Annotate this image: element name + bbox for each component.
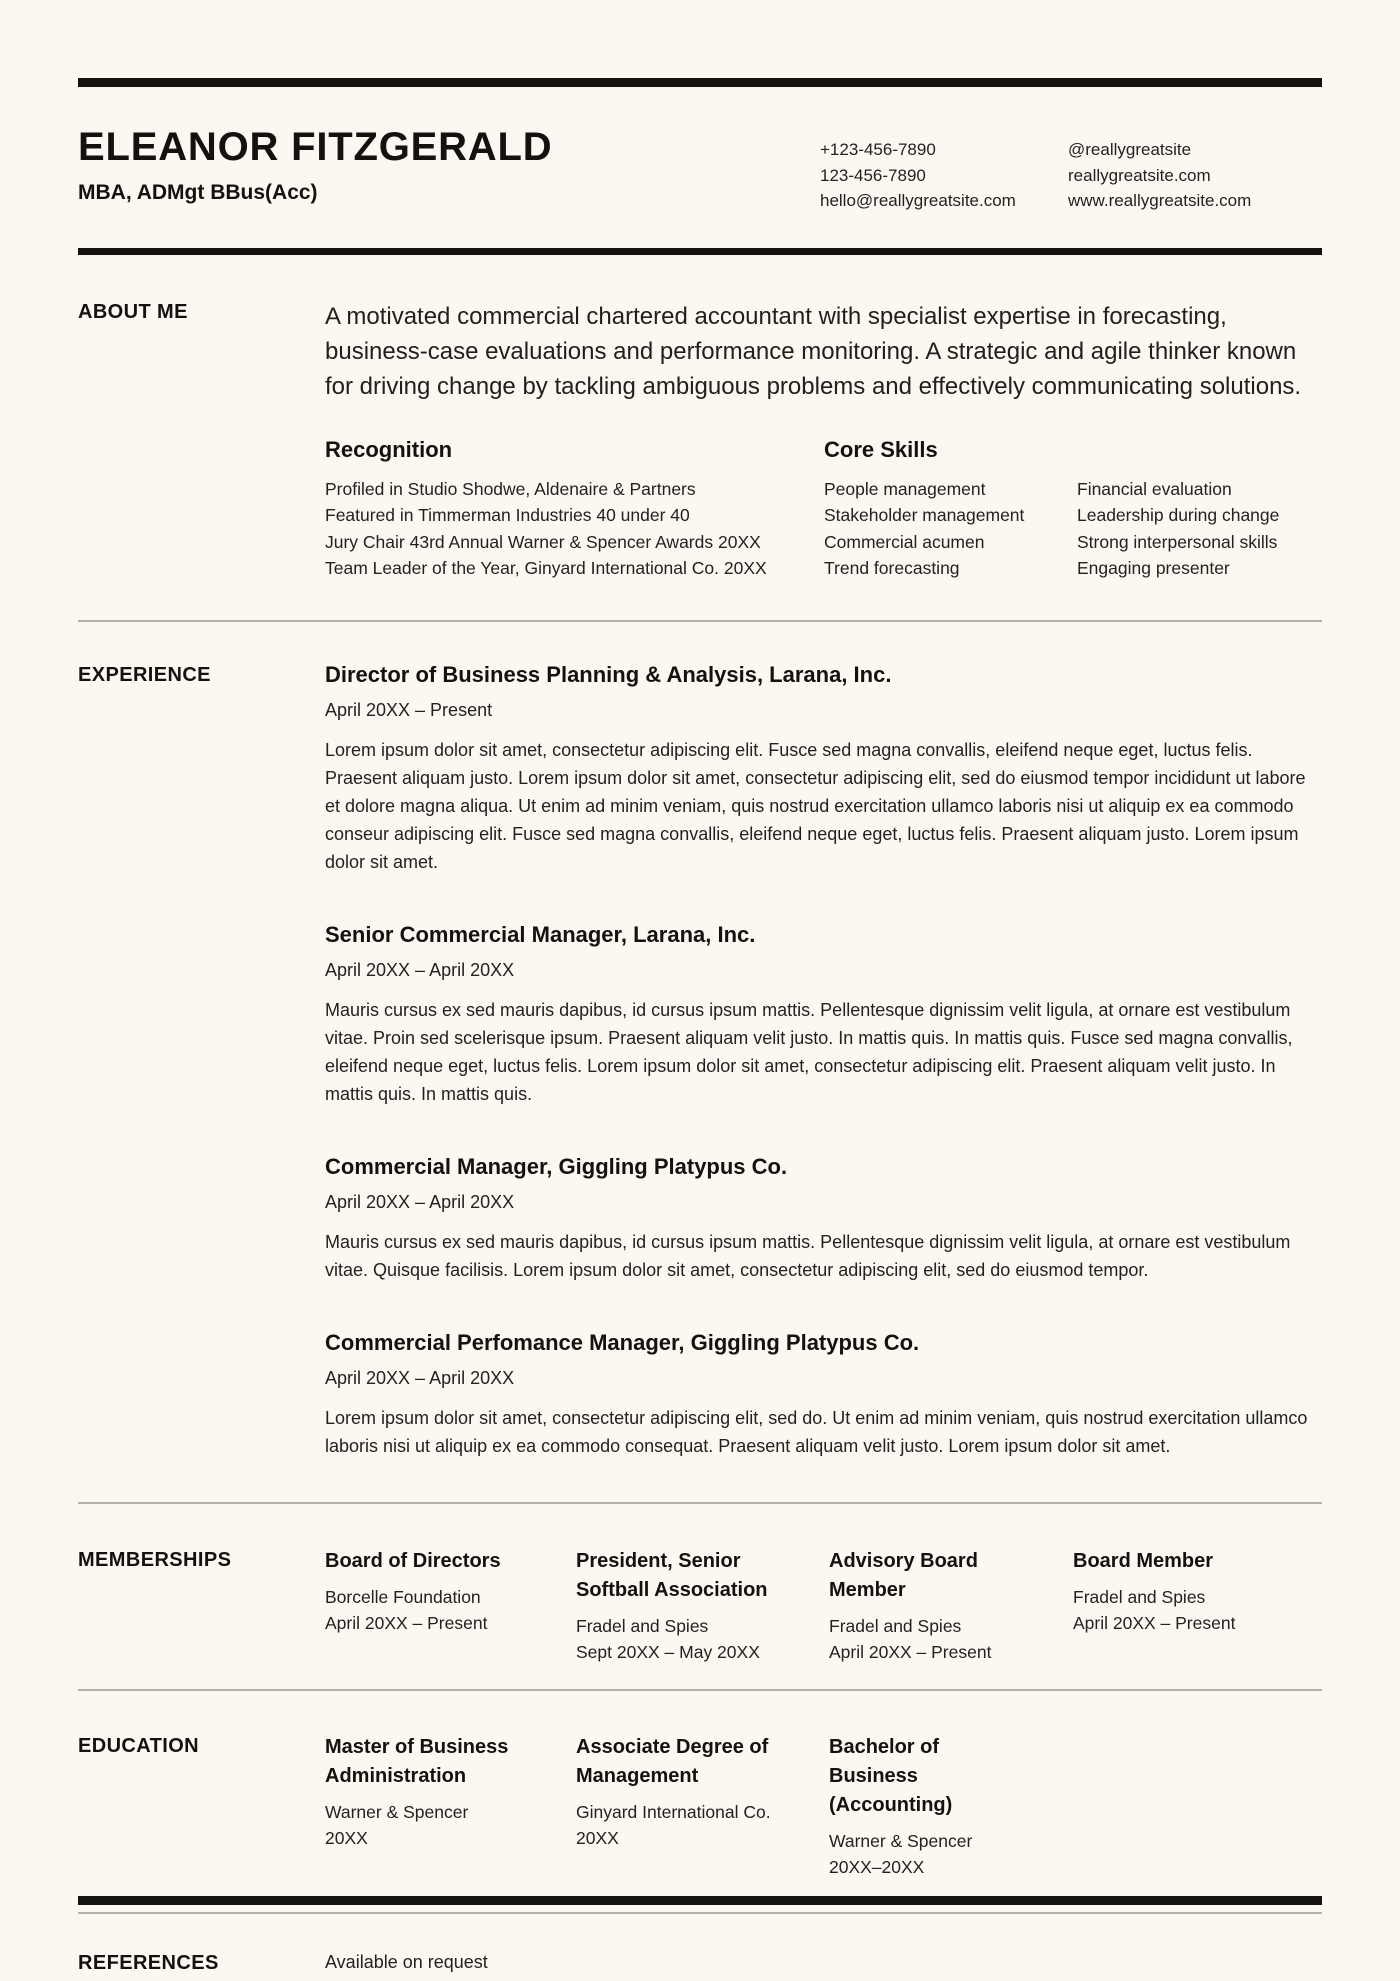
social-handle: @reallygreatsite: [1068, 140, 1192, 159]
core-skills-title: Core Skills: [824, 436, 938, 462]
job-description: Lorem ipsum dolor sit amet, consectetur adipiscing elit. Fusce sed magna convallis, eleifend neque eget, luctus felis. Praesent aliquam justo. Lorem ipsum dolor sit amet, consectetur adipiscing elit, sed do eiusmod tempor incididunt ut labore et dolore magna aliqua. Ut enim ad minim veniam, quis nostrud exercitation ullamco laboris nisi ut aliquip ex ea commodo conseur adipiscing elit. Fusce sed magna convallis, eleifend neque eget, luctus felis. Praesent aliquam justo. Lorem ipsum dolor sit amet.: [325, 739, 1306, 872]
header: [78, 127, 1322, 214]
job-title: Commercial Perfomance Manager, Giggling Platypus Co.: [325, 1329, 920, 1355]
section-divider: [78, 1502, 1322, 1504]
about-section: [78, 299, 1322, 582]
recognition-block: [325, 437, 824, 582]
core-skills-block: [824, 437, 1322, 582]
education-school: Warner & Spencer: [325, 1801, 469, 1822]
education-entry: [576, 1733, 829, 1880]
membership-dates: Sept 20XX – May 20XX: [576, 1641, 760, 1662]
skill-item: Strong interpersonal skills: [1077, 531, 1278, 552]
identity-block: [78, 127, 552, 205]
memberships-label: MEMBERSHIPS: [78, 1548, 232, 1571]
membership-role: President, Senior Softball Association: [576, 1549, 768, 1601]
about-label: ABOUT ME: [78, 300, 188, 323]
about-content: [325, 299, 1322, 582]
job-entry: [325, 922, 1322, 1108]
references-note: Available on request: [325, 1951, 488, 1972]
membership-org: Fradel and Spies: [1073, 1586, 1206, 1607]
email-address: hello@reallygreatsite.com: [820, 191, 1016, 210]
membership-entry: [325, 1547, 576, 1665]
skill-item: Engaging presenter: [1077, 558, 1230, 578]
header-rule-bar: [78, 248, 1322, 255]
job-title: Commercial Manager, Giggling Platypus Co.: [325, 1153, 788, 1179]
education-degree: Bachelor of Business (Accounting): [829, 1735, 953, 1816]
recognition-title: Recognition: [325, 436, 453, 462]
membership-role: Board Member: [1073, 1549, 1214, 1572]
references-label: REFERENCES: [78, 1951, 219, 1974]
education-degree: Associate Degree of Management: [576, 1735, 769, 1787]
job-dates: April 20XX – Present: [325, 699, 493, 720]
recognition-item: Featured in Timmerman Industries 40 under 40: [325, 505, 690, 525]
job-description: Mauris cursus ex sed mauris dapibus, id cursus ipsum mattis. Pellentesque dignissim velit ligula, at ornare est vestibulum vitae. Proin sed scelerisque ipsum. Praesent aliquam velit justo. In mattis quis. In mattis quis. Fusce sed magna convallis, eleifend neque eget, luctus felis. Lorem ipsum dolor sit amet, consectetur adipiscing elit. Praesent aliquam velit justo. In mattis quis. In mattis quis.: [325, 999, 1293, 1104]
education-dates: 20XX–20XX: [829, 1856, 925, 1877]
skill-item: Trend forecasting: [824, 558, 960, 578]
membership-org: Fradel and Spies: [576, 1615, 709, 1636]
contact-column-phone-email: [820, 137, 1068, 214]
about-subsections: [325, 437, 1322, 582]
education-degree: Master of Business Administration: [325, 1735, 509, 1787]
membership-dates: April 20XX – Present: [829, 1641, 992, 1662]
bottom-rule-bar: [78, 1896, 1322, 1905]
skill-item: Commercial acumen: [824, 531, 985, 552]
credentials: MBA, ADMgt BBus(Acc): [78, 181, 318, 204]
membership-org: Fradel and Spies: [829, 1615, 962, 1636]
education-dates: 20XX: [576, 1827, 619, 1848]
phone-secondary: 123-456-7890: [820, 165, 926, 185]
membership-entry: [1073, 1547, 1322, 1665]
skill-item: Financial evaluation: [1077, 478, 1232, 499]
job-description: Mauris cursus ex sed mauris dapibus, id cursus ipsum mattis. Pellentesque dignissim velit ligula, at ornare est vestibulum vitae. Quisque facilisis. Lorem ipsum dolor sit amet, consectetur adipiscing elit, sed do eiusmod tempor.: [325, 1231, 1291, 1280]
skill-item: People management: [824, 478, 986, 499]
job-description: Lorem ipsum dolor sit amet, consectetur adipiscing elit, sed do. Ut enim ad minim veniam, quis nostrud exercitation ullamco laboris nisi ut aliquip ex ea commodo consequat. Praesent aliquam velit justo. Lorem ipsum dolor sit amet.: [325, 1407, 1308, 1456]
job-title: Director of Business Planning & Analysis, Larana, Inc.: [325, 661, 892, 687]
job-entry: [325, 662, 1322, 876]
education-school: Ginyard International Co.: [576, 1801, 771, 1822]
recognition-item: Jury Chair 43rd Annual Warner & Spencer Awards 20XX: [325, 531, 761, 552]
education-grid: [325, 1733, 1322, 1880]
experience-content: [325, 662, 1322, 1460]
recognition-item: Profiled in Studio Shodwe, Aldenaire & Partners: [325, 478, 696, 499]
section-divider: [78, 620, 1322, 622]
membership-role: Board of Directors: [325, 1549, 501, 1572]
education-entry: [325, 1733, 576, 1880]
website-www: www.reallygreatsite.com: [1068, 191, 1252, 210]
person-name: ELEANOR FITZGERALD: [78, 125, 553, 169]
job-dates: April 20XX – April 20XX: [325, 1191, 515, 1212]
job-entry: [325, 1154, 1322, 1284]
memberships-grid: [325, 1547, 1322, 1665]
references-section: [78, 1950, 1322, 1975]
education-section: [78, 1733, 1322, 1880]
education-entry: [829, 1733, 1073, 1880]
core-skills-column-2: [1077, 476, 1322, 582]
membership-role: Advisory Board Member: [829, 1549, 978, 1601]
section-divider: [78, 1912, 1322, 1914]
recognition-list: [325, 476, 824, 582]
membership-entry: [829, 1547, 1073, 1665]
memberships-section: [78, 1547, 1322, 1665]
membership-entry: [576, 1547, 829, 1665]
recognition-item: Team Leader of the Year, Ginyard International Co. 20XX: [325, 558, 767, 578]
job-title: Senior Commercial Manager, Larana, Inc.: [325, 921, 756, 947]
job-dates: April 20XX – April 20XX: [325, 1367, 515, 1388]
education-school: Warner & Spencer: [829, 1830, 973, 1851]
membership-dates: April 20XX – Present: [325, 1612, 488, 1633]
education-label: EDUCATION: [78, 1734, 200, 1757]
website: reallygreatsite.com: [1068, 165, 1211, 185]
education-dates: 20XX: [325, 1827, 368, 1848]
contact-column-web: [1068, 137, 1322, 214]
education-entry-empty: [1073, 1733, 1322, 1880]
experience-section: [78, 662, 1322, 1460]
phone-primary: +123-456-7890: [820, 140, 936, 159]
section-divider: [78, 1689, 1322, 1691]
membership-org: Borcelle Foundation: [325, 1586, 481, 1607]
job-dates: April 20XX – April 20XX: [325, 959, 515, 980]
top-rule-bar: [78, 78, 1322, 87]
about-summary: A motivated commercial chartered accountant with specialist expertise in forecasting, business-case evaluations and performance monitoring. A strategic and agile thinker known for driving change by tackling ambiguous problems and effectively communicating solutions.: [325, 302, 1302, 400]
contact-info: [820, 127, 1322, 214]
job-entry: [325, 1330, 1322, 1460]
membership-dates: April 20XX – Present: [1073, 1612, 1236, 1633]
experience-label: EXPERIENCE: [78, 663, 211, 686]
skill-item: Stakeholder management: [824, 505, 1025, 525]
core-skills-columns: [824, 476, 1322, 582]
core-skills-column-1: [824, 476, 1077, 582]
skill-item: Leadership during change: [1077, 505, 1280, 525]
